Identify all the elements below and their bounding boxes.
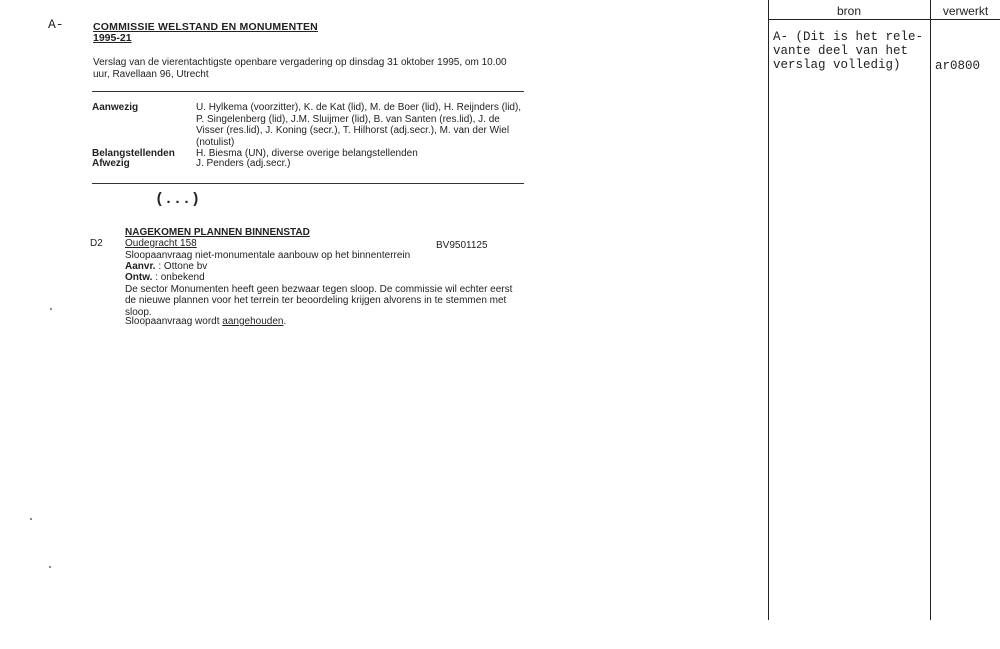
conclusion-prefix: Sloopaanvraag wordt [125, 316, 223, 327]
item-code: BV9501125 [436, 240, 488, 251]
label-aanwezig: Aanwezig [92, 102, 139, 113]
column-header-bron: bron [836, 4, 862, 18]
value-belangstellenden: H. Biesma (UN), diverse overige belangstellenden [196, 148, 418, 159]
item-applicant [125, 261, 525, 272]
omission-marker: (...) [155, 191, 201, 208]
designer-value: : onbekend [155, 272, 205, 283]
applicant-label: Aanvr. [125, 261, 156, 272]
meeting-intro: Verslag van de vierentachtigste openbare vergadering op dinsdag 31 oktober 1995, om 10.00 uur, Ravellaan 96, Utrecht [93, 57, 507, 80]
label-afwezig: Afwezig [92, 158, 130, 169]
table-header-line [768, 19, 1000, 20]
value-aanwezig: U. Hylkema (voorzitter), K. de Kat (lid), M. de Boer (lid), H. Reijnders (lid), P. Singelenberg (lid), J.M. Sluijmer (lid), B. van Santen (res.lid), J. de Visser (res.lid), J. Koning (secr.), T. Hilhorst (adj.secr.), M. van der Wiel (notulist) [196, 102, 522, 148]
item-number: D2 [90, 238, 103, 249]
divider-bottom [92, 183, 524, 184]
bron-note-line: A- (Dit is het rele- [773, 30, 924, 44]
applicant-value: : Ottone bv [158, 261, 208, 272]
item-designer [125, 272, 525, 283]
scan-speck [50, 308, 52, 310]
section-heading: NAGEKOMEN PLANNEN BINNENSTAD [125, 227, 310, 238]
conclusion-decision: aangehouden [222, 316, 284, 327]
scan-speck [30, 518, 32, 520]
scan-speck [49, 566, 51, 568]
document-number: 1995-21 [93, 32, 132, 44]
table-border-middle [930, 0, 931, 620]
conclusion-suffix: . [283, 316, 287, 327]
item-paragraph: De sector Monumenten heeft geen bezwaar tegen sloop. De commissie wil echter eerst de nieuwe plannen voor het terrein ter beoordeling krijgen alvorens in te stemmen met sloop. [125, 284, 513, 318]
column-header-verwerkt: verwerkt [942, 4, 989, 18]
table-border-left [768, 0, 769, 620]
bron-note-line: verslag volledig) [773, 58, 901, 72]
margin-mark: A- [48, 17, 64, 32]
label-belangstellenden: Belangstellenden [92, 148, 175, 159]
bron-note [773, 30, 923, 72]
verwerkt-value: ar0800 [935, 59, 981, 73]
document-title: COMMISSIE WELSTAND EN MONUMENTEN [93, 21, 318, 33]
item-conclusion [125, 316, 525, 327]
divider-top [92, 91, 524, 92]
item-request: Sloopaanvraag niet-monumentale aanbouw op het binnenterrein [125, 250, 411, 261]
designer-label: Ontw. [125, 272, 153, 283]
item-address: Oudegracht 158 [125, 238, 197, 249]
bron-note-line: vante deel van het [773, 44, 909, 58]
value-afwezig: J. Penders (adj.secr.) [196, 158, 291, 169]
